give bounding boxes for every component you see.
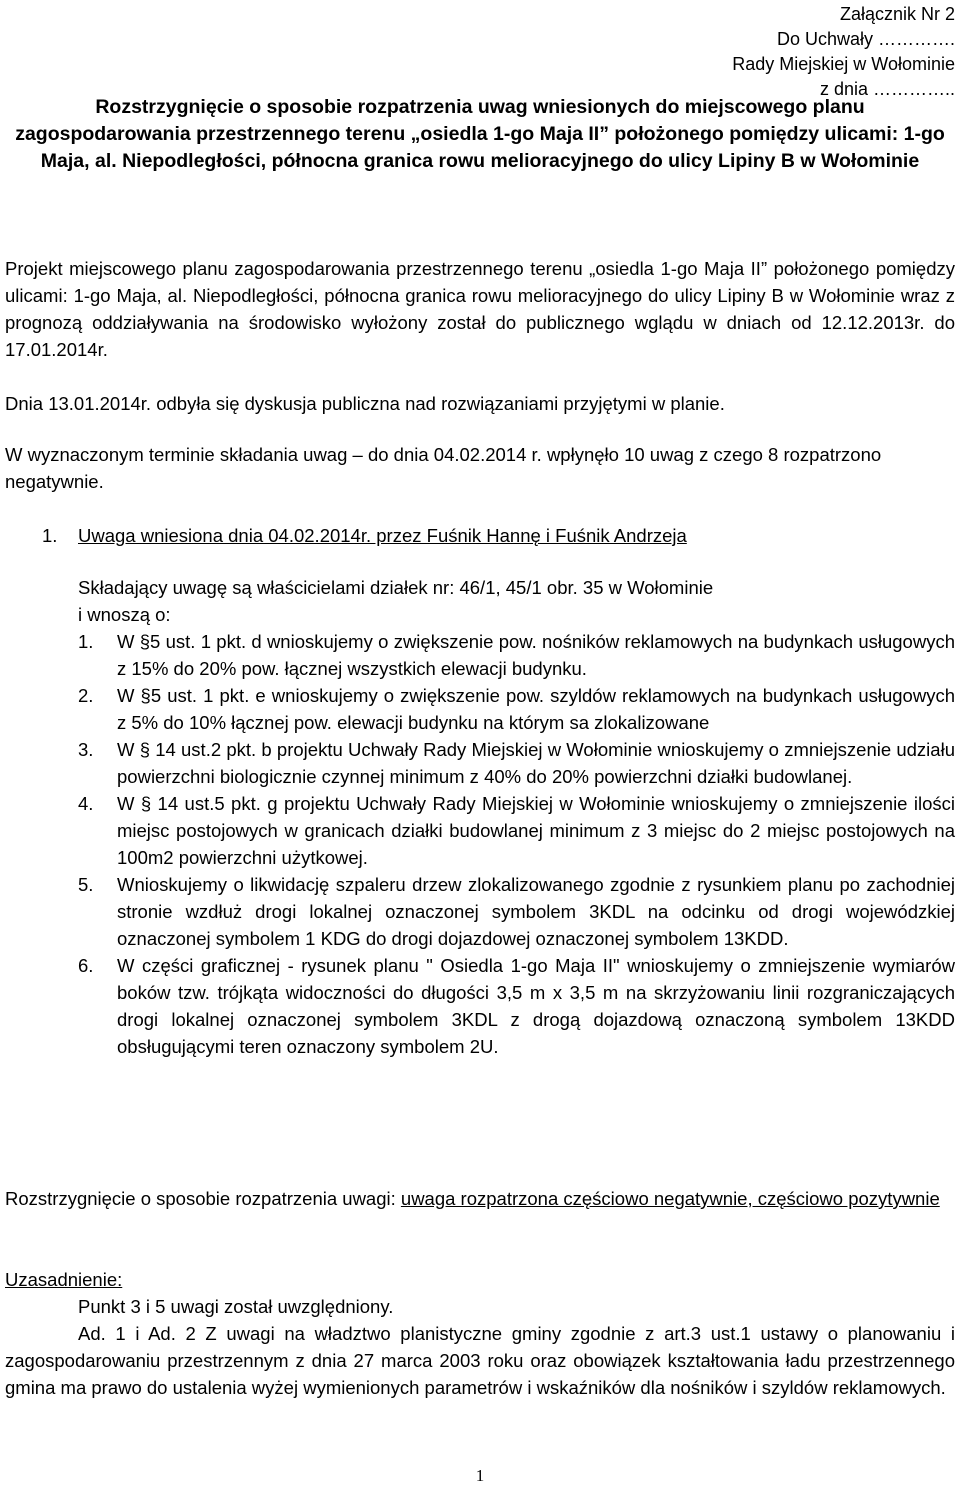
list-item (78, 871, 955, 952)
deadline-paragraph: W wyznaczonym terminie składania uwag – do dnia 04.02.2014 r. wpłynęło 10 uwag z czego 8 rozpatrzono negatywnie. (5, 444, 882, 492)
item-text: W § 14 ust.2 pkt. b projektu Uchwały Rady Miejskiej w Wołominie wnioskujemy o zmniejszenie udziału powierzchni biologicznie czynnej minimum z 40% do 20% powierzchni działki budowlanej. (117, 739, 955, 787)
justification-paragraph: Ad. 1 i Ad. 2 Z uwagi na władztwo planistyczne gminy zgodnie z art.3 ust.1 ustawy o planowaniu i zagospodarowaniu przestrzennym z dnia 27 marca 2003 roku oraz obowiązek kształtowania ładu przestrzennego gmina ma prawo do ustalenia wyżej wymienionych parametrów i wskaźników dla nośników i szyldów reklamowych. (5, 1323, 955, 1398)
item-text: W części graficznej - rysunek planu " Osiedla 1-go Maja II" wnioskujemy o zmniejszenie wymiarów boków tzw. trójkąta widoczności do długości 3,5 m x 3,5 m na skrzyżowaniu linii rozgraniczających drogi lokalnej oznaczonej symbolem 3KDL z drogą dojazdową oznaczoną symbolem 13KDD obsługującymi teren oznaczony symbolem 2U. (117, 955, 955, 1057)
list-item (78, 736, 955, 790)
item-number: 1. (78, 631, 94, 652)
owners-request-line: i wnoszą o: (78, 604, 171, 625)
remark-items-list (78, 628, 955, 1060)
resolution-value: uwaga rozpatrzona częściowo negatywnie, częściowo pozytywnie (400, 1188, 940, 1209)
owners-line: Składający uwagę są właścicielami działek nr: 46/1, 45/1 obr. 35 w Wołominie (78, 577, 714, 598)
justification-heading-row (5, 1266, 955, 1293)
item-text: W §5 ust. 1 pkt. d wnioskujemy o zwiększenie pow. nośników reklamowych na budynkach usługowych z 15% do 20% pow. łącznej wszystkich elewacji budynku. (117, 631, 955, 679)
justification-heading: Uzasadnienie: (5, 1269, 123, 1290)
item-text: Wnioskujemy o likwidację szpaleru drzew zlokalizowanego zgodnie z rysunkiem planu po zachodniej stronie wzdłuż drogi lokalnej oznaczonej symbolem 3KDL na odcinku od drogi wojewódzkiej oznaczonej symbolem 1 KDG do drogi dojazdowej oznaczonej symbolem 13KDD. (117, 874, 955, 949)
list-item (78, 682, 955, 736)
justification-line1: Punkt 3 i 5 uwagi został uwzględniony. (78, 1296, 394, 1317)
resolution-paragraph (5, 1185, 955, 1212)
council-name: Rady Miejskiej w Wołominie (732, 54, 955, 74)
item-text: W § 14 ust.5 pkt. g projektu Uchwały Rady Miejskiej w Wołominie wnioskujemy o zmniejszenie ilości miejsc postojowych w granicach działki budowlanej minimum z 3 miejsc do 2 miejsc postojowych na 100m2 powierzchni użytkowej. (117, 793, 955, 868)
page-number: 1 (475, 1466, 485, 1485)
remark-number: 1. (42, 525, 58, 546)
list-item (78, 952, 955, 1060)
discussion-paragraph: Dnia 13.01.2014r. odbyła się dyskusja publiczna nad rozwiązaniami przyjętymi w planie. (5, 393, 725, 414)
item-number: 4. (78, 793, 94, 814)
list-item (78, 790, 955, 871)
resolution-date: z dnia ………….. (819, 79, 955, 99)
item-number: 5. (78, 874, 94, 895)
remark-owners (78, 574, 955, 628)
resolution-reference: Do Uchwały …………. (776, 29, 955, 49)
item-number: 2. (78, 685, 94, 706)
resolution-label: Rozstrzygnięcie o sposobie rozpatrzenia uwagi: (5, 1188, 401, 1209)
attachment-number: Załącznik Nr 2 (839, 4, 955, 24)
document-title: Rozstrzygnięcie o sposobie rozpatrzenia uwag wniesionych do miejscowego planu zagospodarowania przestrzennego terenu „osiedla 1-go Maja II” położonego pomiędzy ulicami: 1-go Maja, al. Niepodległości, północna granica rowu melioracyjnego do ulicy Lipiny B w Wołominie (15, 96, 945, 172)
item-number: 3. (78, 739, 94, 760)
remark-heading: Uwaga wniesiona dnia 04.02.2014r. przez Fuśnik Hannę i Fuśnik Andrzeja (78, 525, 687, 546)
list-item (78, 628, 955, 682)
attachment-header (732, 2, 955, 102)
intro-paragraph: Projekt miejscowego planu zagospodarowania przestrzennego terenu „osiedla 1-go Maja II” położonego pomiędzy ulicami: 1-go Maja, al. Niepodległości, północna granica rowu melioracyjnego do ulicy Lipiny B w Wołominie wraz z prognozą oddziaływania na środowisko wyłożony został do publicznego wglądu w dniach od 12.12.2013r. do 17.01.2014r. (5, 258, 955, 360)
item-text: W §5 ust. 1 pkt. e wnioskujemy o zwiększenie pow. szyldów reklamowych na budynkach usługowych z 5% do 10% łącznej pow. elewacji budynku na którym sa zlokalizowane (117, 685, 955, 733)
item-number: 6. (78, 955, 94, 976)
